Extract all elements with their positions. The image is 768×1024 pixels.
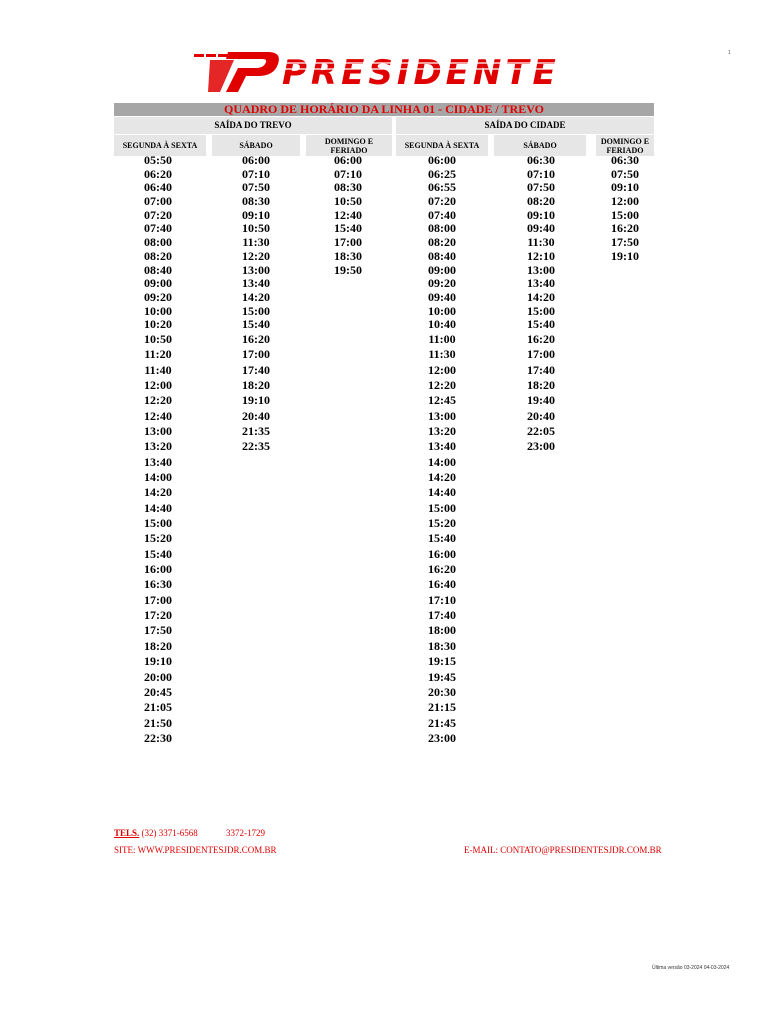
time-entry: 09:10 [527,207,555,222]
time-entry: 09:40 [527,221,555,236]
time-entry: 12:45 [428,393,456,408]
time-entry: 15:00 [611,207,639,222]
time-entry: 14:00 [144,470,172,485]
time-entry: 05:50 [144,153,172,167]
col-header-cidade-saturday: SÁBADO [494,135,586,156]
time-entry: 19:50 [334,262,362,277]
time-entry: 15:40 [334,221,362,236]
time-entry: 07:40 [428,207,456,222]
time-entry: 23:00 [527,439,555,454]
time-entry: 08:20 [527,194,555,209]
time-entry: 16:00 [428,546,456,561]
time-entry: 09:00 [144,276,172,291]
time-entry: 13:40 [144,454,172,469]
time-entry: 12:20 [242,248,270,263]
time-entry: 07:00 [144,194,172,209]
col-header-cidade-sunday: DOMINGO E FERIADO [596,135,654,156]
time-entry: 08:40 [144,262,172,277]
time-entry: 09:20 [428,276,456,291]
time-entry: 20:45 [144,684,172,699]
time-entry: 11:30 [428,347,456,362]
time-entry: 13:00 [428,408,456,423]
time-entry: 19:10 [611,248,639,263]
time-entry: 07:50 [242,180,270,195]
presidente-logo [190,48,574,96]
time-entry: 13:40 [527,276,555,291]
time-entry: 21:05 [144,700,172,715]
time-entry: 17:40 [242,362,270,377]
time-entry: 15:20 [428,516,456,531]
time-entry: 13:40 [242,276,270,291]
time-entry: 13:00 [242,262,270,277]
time-entry: 07:50 [527,180,555,195]
time-entry: 17:10 [428,592,456,607]
time-entry: 13:00 [527,262,555,277]
schedule-title: QUADRO DE HORÁRIO DA LINHA 01 - CIDADE / TREVO [114,103,654,116]
site-link[interactable]: SITE: WWW.PRESIDENTESJDR.COM.BR [114,845,277,855]
time-entry: 16:20 [428,562,456,577]
time-entry: 16:40 [428,577,456,592]
time-entry: 17:00 [334,235,362,250]
time-entry: 07:40 [144,221,172,236]
time-entry: 21:50 [144,715,172,730]
time-entry: 17:40 [428,608,456,623]
time-entry: 10:00 [428,303,456,318]
time-entry: 14:40 [428,485,456,500]
time-entry: 19:10 [242,393,270,408]
time-entry: 08:20 [144,248,172,263]
time-entry: 18:20 [527,377,555,392]
time-entry: 10:00 [144,303,172,318]
time-entry: 06:20 [144,166,172,181]
time-entry: 19:10 [144,654,172,669]
time-entry: 15:00 [242,303,270,318]
time-entry: 16:00 [144,562,172,577]
col-header-cidade-weekday: SEGUNDA À SEXTA [396,135,488,156]
section-trevo-label: SAÍDA DO TREVO [114,117,392,134]
time-entry: 06:30 [527,153,555,167]
time-entry: 11:30 [527,235,555,250]
time-entry: 15:40 [242,317,270,332]
phone-line [114,828,198,838]
time-entry: 17:20 [144,608,172,623]
time-entry: 15:00 [144,516,172,531]
time-entry: 06:30 [611,153,639,167]
time-entry: 18:00 [428,623,456,638]
time-entry: 21:35 [242,424,270,438]
time-entry: 19:15 [428,654,456,669]
time-entry: 20:40 [527,408,555,423]
time-entry: 17:40 [527,362,555,377]
time-entry: 16:30 [144,577,172,592]
time-entry: 13:20 [428,424,456,438]
version-note: Última versão 03-2024 04-03-2024 [652,965,730,971]
time-entry: 12:00 [428,362,456,377]
time-entry: 11:00 [428,331,456,346]
time-entry: 08:20 [428,235,456,250]
time-entry: 14:20 [242,289,270,304]
time-entry: 12:20 [144,393,172,408]
time-entry: 17:50 [611,235,639,250]
time-entry: 12:40 [144,408,172,423]
time-entry: 12:20 [428,377,456,392]
time-entry: 06:25 [428,166,456,181]
time-entry: 22:35 [242,439,270,454]
time-entry: 17:50 [144,623,172,638]
time-entry: 16:20 [611,221,639,236]
time-entry: 10:40 [428,317,456,332]
time-entry: 08:40 [428,248,456,263]
time-entry: 09:20 [144,289,172,304]
time-entry: 16:20 [242,331,270,346]
time-entry: 07:50 [611,166,639,181]
time-entry: 14:40 [144,500,172,515]
time-entry: 06:00 [428,153,456,167]
time-entry: 07:10 [242,166,270,181]
time-entry: 12:40 [334,207,362,222]
time-entry: 15:40 [428,531,456,546]
tel-label: TELS. [114,828,140,838]
page-number: 1 [728,50,731,56]
time-entry: 20:00 [144,669,172,684]
time-entry: 15:00 [527,303,555,318]
times-trevo-sunday [318,154,378,277]
time-entry: 08:30 [242,194,270,209]
time-entry: 08:00 [428,221,456,236]
time-entry: 09:00 [428,262,456,277]
section-cidade-label: SAÍDA DO CIDADE [396,117,654,134]
col-header-trevo-saturday: SÁBADO [212,135,300,156]
time-entry: 13:40 [428,439,456,454]
time-entry: 15:40 [527,317,555,332]
svg-text:PRESIDENTE: PRESIDENTE [282,53,560,93]
times-cidade-sunday [595,154,655,264]
time-entry: 09:40 [428,289,456,304]
time-entry: 10:50 [144,331,172,346]
time-entry: 14:00 [428,454,456,469]
times-cidade-saturday [511,154,571,455]
time-entry: 21:45 [428,715,456,730]
time-entry: 22:30 [144,730,172,745]
phone-2[interactable]: 3372-1729 [226,828,265,838]
time-entry: 07:20 [428,194,456,209]
time-entry: 17:00 [527,347,555,362]
time-entry: 20:40 [242,408,270,423]
time-entry: 21:15 [428,700,456,715]
time-entry: 15:20 [144,531,172,546]
time-entry: 18:30 [334,248,362,263]
time-entry: 17:00 [242,347,270,362]
time-entry: 07:10 [334,166,362,181]
time-entry: 06:55 [428,180,456,195]
time-entry: 10:20 [144,317,172,332]
time-entry: 15:00 [428,500,456,515]
time-entry: 10:50 [242,221,270,236]
time-entry: 08:00 [144,235,172,250]
time-entry: 11:20 [144,347,172,362]
time-entry: 19:40 [527,393,555,408]
col-header-trevo-weekday: SEGUNDA À SEXTA [114,135,206,156]
time-entry: 18:20 [144,638,172,653]
time-entry: 16:20 [527,331,555,346]
time-entry: 20:30 [428,684,456,699]
time-entry: 08:30 [334,180,362,195]
time-entry: 12:00 [144,377,172,392]
col-header-trevo-sunday: DOMINGO E FERIADO [306,135,392,156]
time-entry: 14:20 [527,289,555,304]
time-entry: 10:50 [334,194,362,209]
time-entry: 07:10 [527,166,555,181]
time-entry: 17:00 [144,592,172,607]
time-entry: 09:10 [242,207,270,222]
time-entry: 06:00 [242,153,270,167]
phone-1[interactable]: (32) 3371-6568 [141,828,198,838]
time-entry: 06:00 [334,153,362,167]
time-entry: 09:10 [611,180,639,195]
time-entry: 07:20 [144,207,172,222]
time-entry: 14:20 [144,485,172,500]
time-entry: 06:40 [144,180,172,195]
times-trevo-saturday [226,154,286,455]
times-cidade-weekday [412,154,472,746]
time-entry: 18:30 [428,638,456,653]
time-entry: 15:40 [144,546,172,561]
time-entry: 18:20 [242,377,270,392]
time-entry: 14:20 [428,470,456,485]
time-entry: 19:45 [428,669,456,684]
time-entry: 13:00 [144,424,172,438]
time-entry: 11:30 [242,235,270,250]
time-entry: 11:40 [144,362,172,377]
time-entry: 13:20 [144,439,172,454]
time-entry: 22:05 [527,424,555,438]
times-trevo-weekday [128,154,188,746]
time-entry: 23:00 [428,730,456,745]
time-entry: 12:00 [611,194,639,209]
email-link[interactable]: E-MAIL: CONTATO@PRESIDENTESJDR.COM.BR [464,845,662,855]
time-entry: 12:10 [527,248,555,263]
